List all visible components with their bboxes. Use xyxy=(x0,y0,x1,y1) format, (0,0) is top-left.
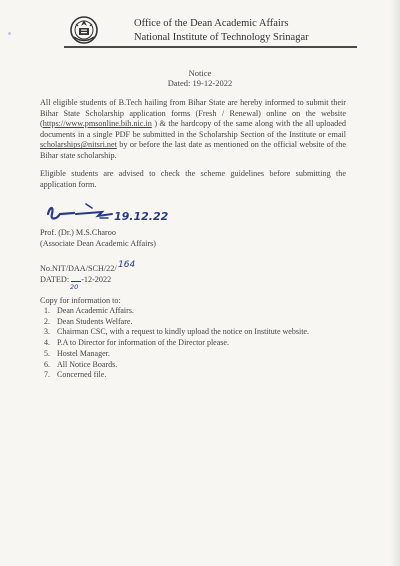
signer-name: Prof. (Dr.) M.S.Charoo xyxy=(40,228,116,237)
header-divider xyxy=(64,46,357,48)
list-item: 5. Hostel Manager. xyxy=(44,348,110,358)
reference-date-label: DATED: xyxy=(40,275,72,284)
scholarship-website-link[interactable]: https://www.pmsonline.bih.nic.in xyxy=(42,119,152,129)
advice-paragraph: Eligible students are advised to check the scheme guidelines before submitting the application form. xyxy=(40,169,346,189)
institute-name: National Institute of Technology Srinagar xyxy=(134,32,309,43)
reference-date-suffix: -12-2022 xyxy=(81,275,112,284)
letterhead xyxy=(68,14,368,48)
body-text-3: by or before the last date as mentioned on the official website of the Bihar state scholarship. xyxy=(40,140,346,160)
list-item: 2. Dean Students Welfare. xyxy=(44,316,133,326)
scan-speck xyxy=(8,32,11,35)
copy-to-list xyxy=(44,306,309,381)
copy-to-heading: Copy for information to: xyxy=(40,296,121,305)
notice-title: Notice xyxy=(188,68,212,78)
reference-number-text: No.NIT/DAA/SCH/22/ xyxy=(40,264,117,273)
body-text-2: ) & the hardcopy of the same along with the all uploaded documents in a single PDF be submitted in the Scholarship Section of the Institute or email xyxy=(40,119,346,139)
list-item: 6. All Notice Boards. xyxy=(44,359,118,369)
list-item: 3. Chairman CSC, with a request to kindly upload the notice on Institute website. xyxy=(44,327,309,337)
nit-emblem-icon xyxy=(68,14,100,46)
reference-number-handwritten: 164 xyxy=(118,260,136,270)
list-item: 7. Concerned file. xyxy=(44,370,107,380)
notice-body-paragraph xyxy=(40,98,346,162)
notice-date: Dated: 19-12-2022 xyxy=(167,78,233,88)
handwritten-signature xyxy=(40,200,210,228)
signature-date: 19.12.22 xyxy=(114,210,169,223)
signer-designation: (Associate Dean Academic Affairs) xyxy=(40,239,157,248)
office-name: Office of the Dean Academic Affairs xyxy=(134,18,289,29)
reference-number xyxy=(40,264,117,273)
scholarship-email-link[interactable]: scholarships@nitsri.net xyxy=(40,140,117,150)
reference-date-handwritten: 20 xyxy=(70,283,79,291)
body-text-1: All eligible students of B.Tech hailing from Bihar State are hereby informed to submit their Bihar State Scholarship application forms (Fresh / Renewal) online on the website ( xyxy=(40,98,346,129)
list-item: 1. Dean Academic Affairs. xyxy=(44,306,134,315)
list-item: 4. P.A to Director for information of the Director please. xyxy=(44,338,229,348)
date-handwritten-slot xyxy=(71,281,81,282)
